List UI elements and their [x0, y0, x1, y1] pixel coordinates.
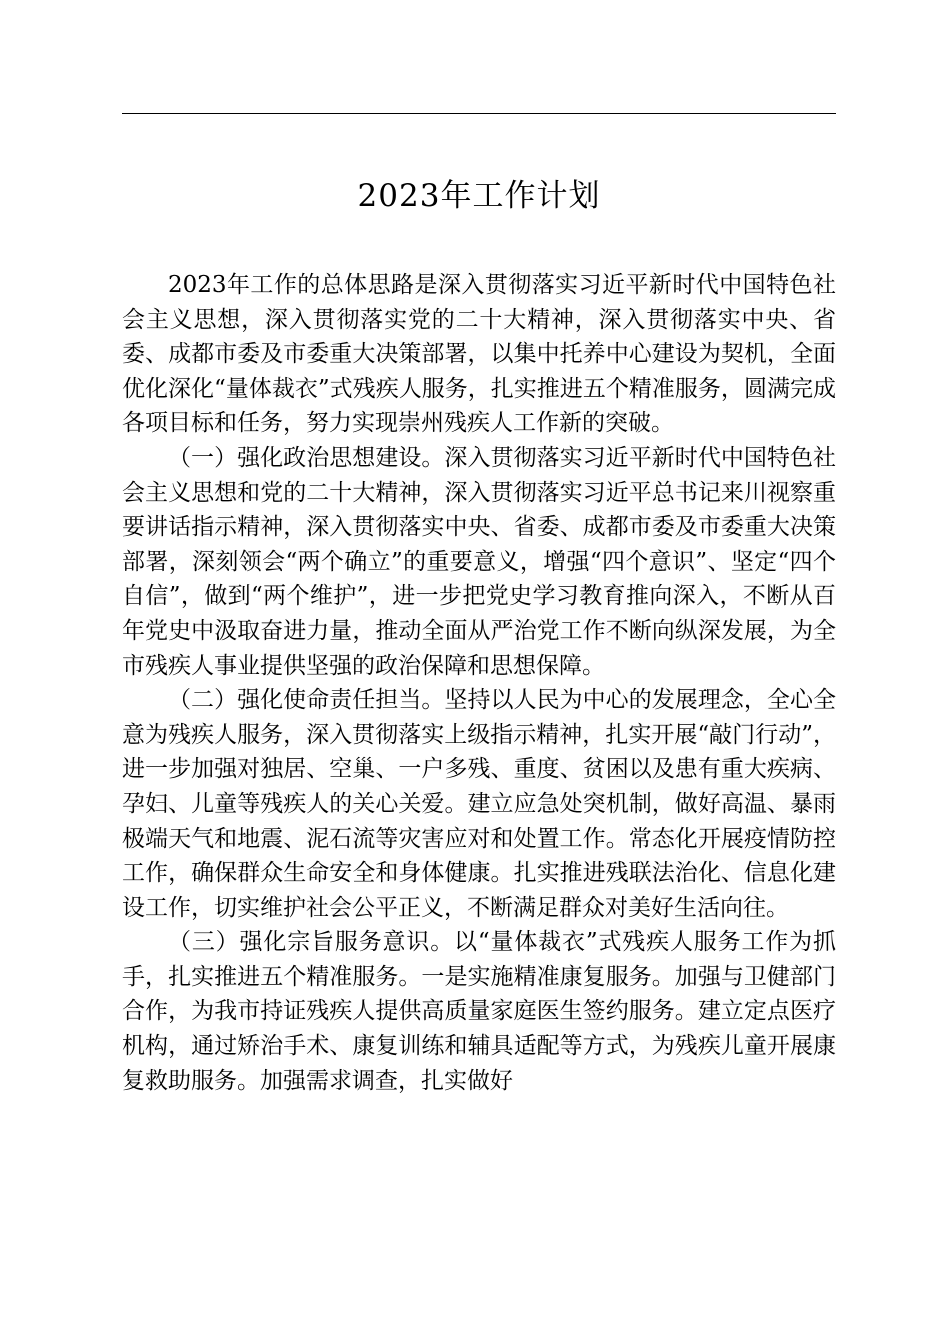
- header-rule: [122, 113, 836, 114]
- paragraph-section-3: （三）强化宗旨服务意识。以“量体裁衣”式残疾人服务工作为抓手，扎实推进五个精准服务。一是实施精准康复服务。加强与卫健部门合作，为我市持证残疾人提供高质量家庭医生签约服务。建立定点医疗机构，通过矫治手术、康复训练和辅具适配等方式，为残疾儿童开展康复救助服务。加强需求调查，扎实做好: [122, 929, 836, 1094]
- document-title: 2023年工作计划: [357, 178, 601, 214]
- paragraph-section-1: （一）强化政治思想建设。深入贯彻落实习近平新时代中国特色社会主义思想和党的二十大精神，深入贯彻落实习近平总书记来川视察重要讲话指示精神，深入贯彻落实中央、省委、成都市委及市委重大决策部署，深刻领会“两个确立”的重要意义，增强“四个意识”、坚定“四个自信”，做到“两个维护”，进一步把党史学习教育推向深入，不断从百年党史中汲取奋进力量，推动全面从严治党工作不断向纵深发展，为全市残疾人事业提供坚强的政治保障和思想保障。: [122, 444, 836, 679]
- document-body: [122, 268, 836, 1098]
- paragraph-section-2: （二）强化使命责任担当。坚持以人民为中心的发展理念，全心全意为残疾人服务，深入贯彻落实上级指示精神，扎实开展“敲门行动”，进一步加强对独居、空巢、一户多残、重度、贫困以及患有重大疾病、孕妇、儿童等残疾人的关心关爱。建立应急处突机制，做好高温、暴雨极端天气和地震、泥石流等灾害应对和处置工作。常态化开展疫情防控工作，确保群众生命安全和身体健康。扎实推进残联法治化、信息化建设工作，切实维护社会公平正义，不断满足群众对美好生活向往。: [122, 687, 836, 921]
- paragraph-intro: 2023年工作的总体思路是深入贯彻落实习近平新时代中国特色社会主义思想，深入贯彻落实党的二十大精神，深入贯彻落实中央、省委、成都市委及市委重大决策部署，以集中托养中心建设为契机，全面优化深化“量体裁衣”式残疾人服务，扎实推进五个精准服务，圆满完成各项目标和任务，努力实现崇州残疾人工作新的突破。: [122, 272, 836, 437]
